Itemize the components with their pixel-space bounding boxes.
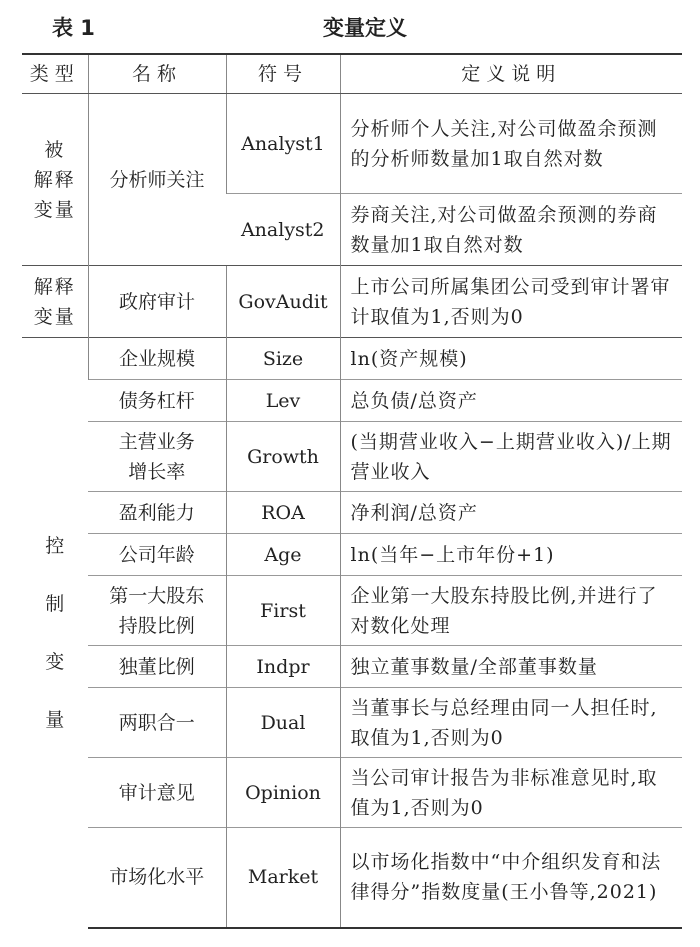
group-explanatory: 解释 变量 [22,266,88,338]
var-definition: 独立董事数量/全部董事数量 [340,646,682,688]
var-definition: 当董事长与总经理由同一人担任时,取值为1,否则为0 [340,688,682,758]
var-symbol: Age [226,534,340,576]
table-row [22,380,682,422]
var-definition: 分析师个人关注,对公司做盈余预测的分析师数量加1取自然对数 [340,94,682,194]
var-symbol: Indpr [226,646,340,688]
var-symbol: Size [226,338,340,380]
var-name: 独董比例 [88,646,226,688]
var-name: 主营业务 增长率 [88,422,226,492]
table-row [22,828,682,928]
var-symbol: First [226,576,340,646]
var-definition: 以市场化指数中“中介组织发育和法律得分”指数度量(王小鲁等,2021) [340,828,682,928]
table-row [22,688,682,758]
group-dependent: 被 解释 变量 [22,94,88,266]
var-definition: 总负债/总资产 [340,380,682,422]
var-symbol: GovAudit [226,266,340,338]
table-row [22,758,682,828]
var-definition: 券商关注,对公司做盈余预测的券商数量加1取自然对数 [340,194,682,266]
var-name: 盈利能力 [88,492,226,534]
var-definition: 上市公司所属集团公司受到审计署审计取值为1,否则为0 [340,266,682,338]
var-symbol: Analyst2 [226,194,340,266]
var-symbol: Lev [226,380,340,422]
table-row [22,646,682,688]
var-symbol: ROA [226,492,340,534]
header-type: 类型 [22,54,88,94]
table-row [22,94,682,194]
variable-definition-table [22,53,682,929]
table-title: 变量定义 [323,16,407,40]
var-name: 政府审计 [88,266,226,338]
table-row [22,534,682,576]
table-row [22,492,682,534]
group-control: 控 制 变 量 [22,338,88,928]
var-name: 审计意见 [88,758,226,828]
var-definition: 净利润/总资产 [340,492,682,534]
var-definition: ln(当年−上市年份+1) [340,534,682,576]
var-definition: (当期营业收入−上期营业收入)/上期营业收入 [340,422,682,492]
var-name: 企业规模 [88,338,226,380]
var-symbol: Analyst1 [226,94,340,194]
var-definition: ln(资产规模) [340,338,682,380]
var-name: 债务杠杆 [88,380,226,422]
table-row [22,338,682,380]
var-definition: 企业第一大股东持股比例,并进行了对数化处理 [340,576,682,646]
var-symbol: Growth [226,422,340,492]
table-caption [0,0,700,58]
var-symbol: Dual [226,688,340,758]
var-symbol: Market [226,828,340,928]
header-definition: 定义说明 [340,54,682,94]
header-name: 名称 [88,54,226,94]
header-symbol: 符号 [226,54,340,94]
table-header-row [22,54,682,94]
var-definition: 当公司审计报告为非标准意见时,取值为1,否则为0 [340,758,682,828]
var-name: 分析师关注 [88,94,226,266]
table-row [22,422,682,492]
var-name: 市场化水平 [88,828,226,928]
var-symbol: Opinion [226,758,340,828]
table-row [22,266,682,338]
var-name: 第一大股东 持股比例 [88,576,226,646]
table-number: 表 1 [52,16,95,40]
var-name: 两职合一 [88,688,226,758]
table-row [22,576,682,646]
var-name: 公司年龄 [88,534,226,576]
